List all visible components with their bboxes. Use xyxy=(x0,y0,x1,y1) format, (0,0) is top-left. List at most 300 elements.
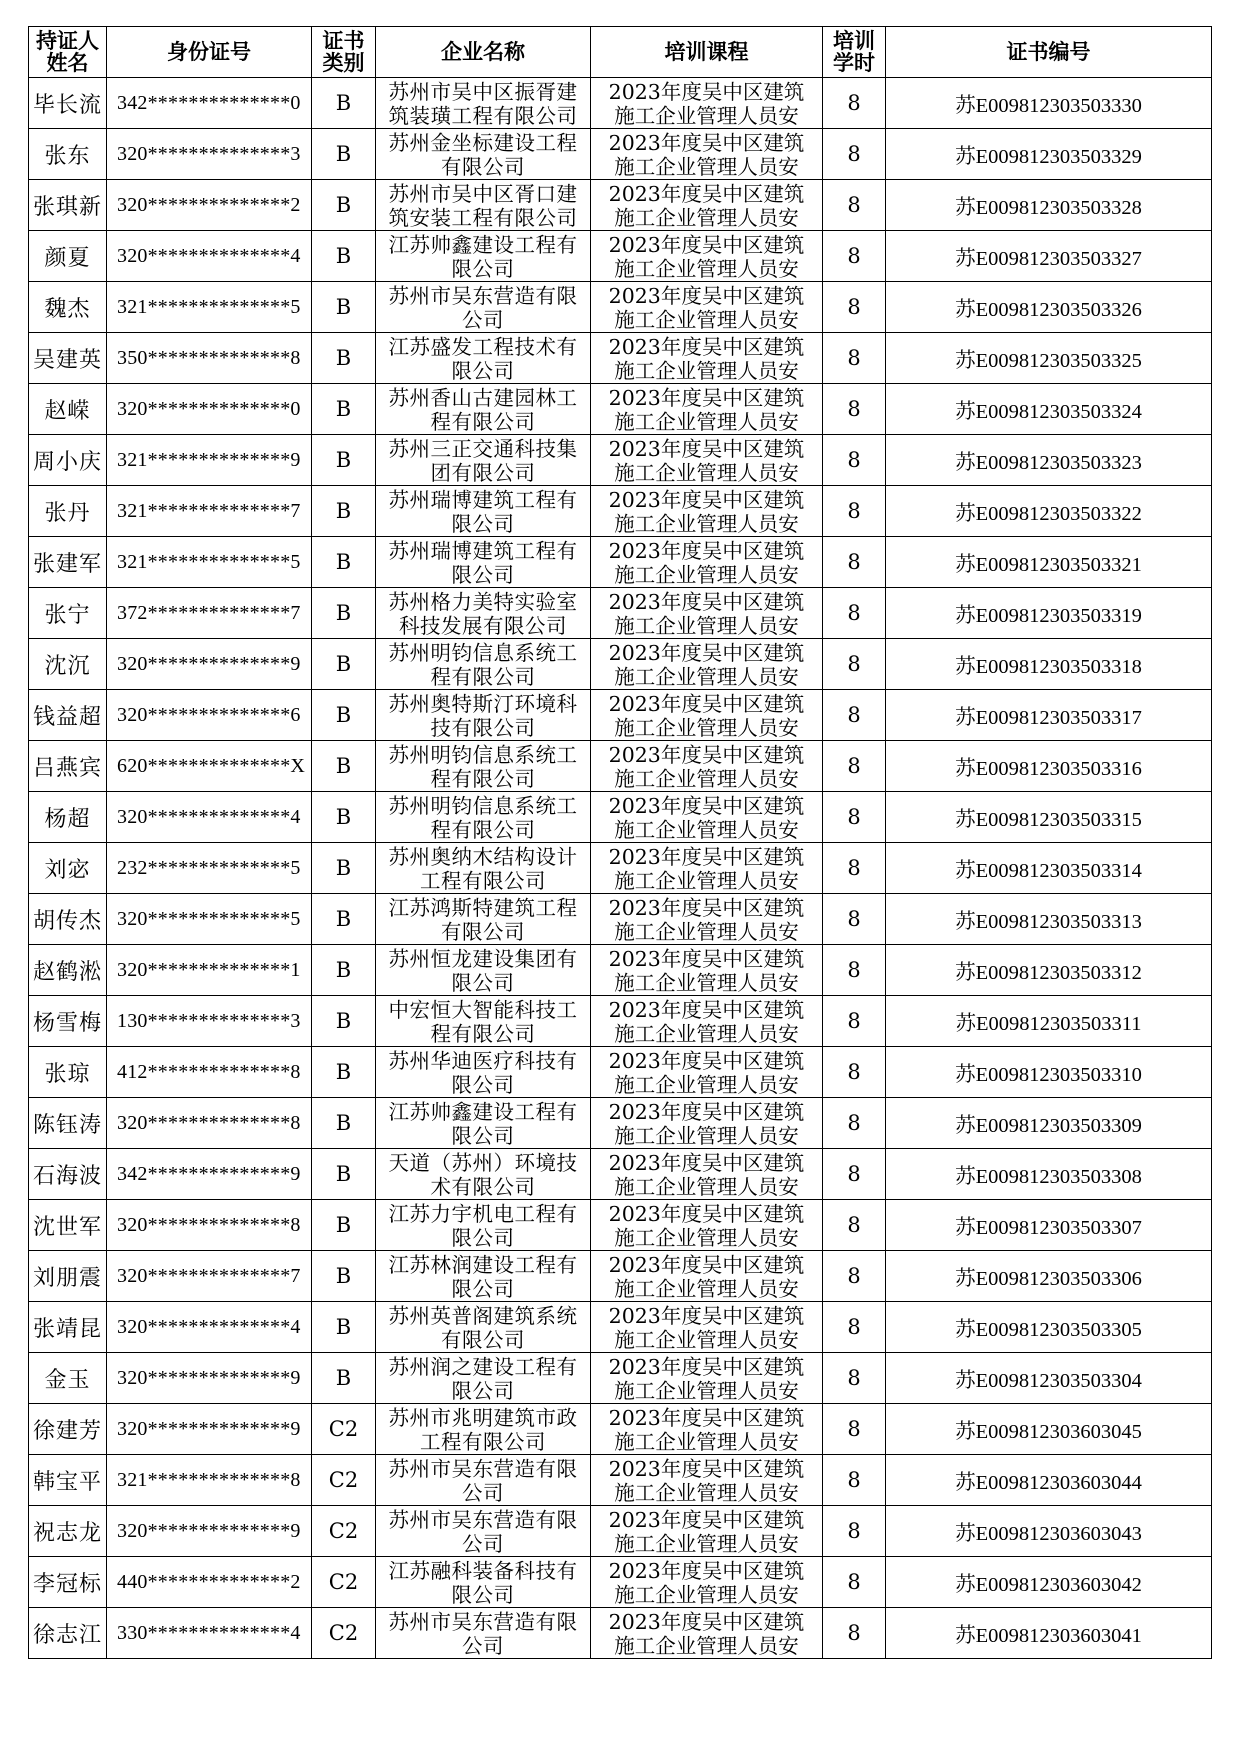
cert-category: C2 xyxy=(312,1608,376,1659)
cert-number: 苏E009812303503325 xyxy=(886,333,1212,384)
course-cell xyxy=(591,129,823,180)
cert-number: 苏E009812303603041 xyxy=(886,1608,1212,1659)
cert-category: C2 xyxy=(312,1557,376,1608)
id-number: 320**************9 xyxy=(107,1506,312,1557)
cert-number: 苏E009812303603042 xyxy=(886,1557,1212,1608)
company-cell xyxy=(376,231,591,282)
cert-category: C2 xyxy=(312,1404,376,1455)
course-name: 2023年度吴中区建筑施工企业管理人员安 xyxy=(608,335,805,383)
table-row xyxy=(29,537,1212,588)
training-hours: 8 xyxy=(823,129,886,180)
company-cell xyxy=(376,1608,591,1659)
holder-name: 吴建英 xyxy=(29,333,107,384)
table-row xyxy=(29,129,1212,180)
company-name: 苏州金坐标建设工程有限公司 xyxy=(388,131,578,179)
company-name: 苏州市吴东营造有限公司 xyxy=(388,1457,578,1505)
table-row xyxy=(29,945,1212,996)
id-number: 320**************9 xyxy=(107,639,312,690)
cert-category: B xyxy=(312,1200,376,1251)
cert-category: B xyxy=(312,435,376,486)
id-number: 320**************6 xyxy=(107,690,312,741)
company-cell xyxy=(376,384,591,435)
table-row xyxy=(29,1200,1212,1251)
course-cell xyxy=(591,1557,823,1608)
course-name: 2023年度吴中区建筑施工企业管理人员安 xyxy=(608,182,805,230)
cert-category: B xyxy=(312,537,376,588)
company-name: 苏州华迪医疗科技有限公司 xyxy=(388,1049,578,1097)
company-name: 苏州明钧信息系统工程有限公司 xyxy=(388,794,578,842)
cert-category: B xyxy=(312,78,376,129)
company-cell xyxy=(376,843,591,894)
course-name: 2023年度吴中区建筑施工企业管理人员安 xyxy=(608,1304,805,1352)
course-cell xyxy=(591,1098,823,1149)
cert-category: B xyxy=(312,129,376,180)
header-holder-name: 持证人 姓名 xyxy=(29,27,107,78)
training-hours: 8 xyxy=(823,1608,886,1659)
cert-category: B xyxy=(312,1047,376,1098)
company-cell xyxy=(376,792,591,843)
company-name: 苏州恒龙建设集团有限公司 xyxy=(388,947,578,995)
cert-number: 苏E009812303503316 xyxy=(886,741,1212,792)
table-row xyxy=(29,1302,1212,1353)
course-cell xyxy=(591,690,823,741)
holder-name: 刘朋震 xyxy=(29,1251,107,1302)
cert-category: C2 xyxy=(312,1506,376,1557)
training-hours: 8 xyxy=(823,1455,886,1506)
table-row xyxy=(29,741,1212,792)
training-hours: 8 xyxy=(823,486,886,537)
course-cell xyxy=(591,486,823,537)
company-name: 中宏恒大智能科技工程有限公司 xyxy=(388,998,578,1046)
id-number: 320**************9 xyxy=(107,1353,312,1404)
company-cell xyxy=(376,1200,591,1251)
course-cell xyxy=(591,996,823,1047)
company-cell xyxy=(376,1047,591,1098)
table-row xyxy=(29,1404,1212,1455)
holder-name: 杨超 xyxy=(29,792,107,843)
course-name: 2023年度吴中区建筑施工企业管理人员安 xyxy=(608,998,805,1046)
company-name: 苏州润之建设工程有限公司 xyxy=(388,1355,578,1403)
company-name: 苏州格力美特实验室科技发展有限公司 xyxy=(388,590,578,638)
cert-number: 苏E009812303503308 xyxy=(886,1149,1212,1200)
training-hours: 8 xyxy=(823,843,886,894)
id-number: 320**************2 xyxy=(107,180,312,231)
cert-number: 苏E009812303503309 xyxy=(886,1098,1212,1149)
company-name: 苏州明钧信息系统工程有限公司 xyxy=(388,641,578,689)
course-name: 2023年度吴中区建筑施工企业管理人员安 xyxy=(608,896,805,944)
company-name: 天道（苏州）环境技术有限公司 xyxy=(388,1151,578,1199)
course-name: 2023年度吴中区建筑施工企业管理人员安 xyxy=(608,1253,805,1301)
course-cell xyxy=(591,435,823,486)
course-cell xyxy=(591,1455,823,1506)
cert-number: 苏E009812303503321 xyxy=(886,537,1212,588)
course-name: 2023年度吴中区建筑施工企业管理人员安 xyxy=(608,845,805,893)
course-cell xyxy=(591,1353,823,1404)
company-name: 苏州瑞博建筑工程有限公司 xyxy=(388,539,578,587)
id-number: 321**************7 xyxy=(107,486,312,537)
table-body xyxy=(29,78,1212,1659)
training-hours: 8 xyxy=(823,384,886,435)
cert-category: B xyxy=(312,792,376,843)
company-cell xyxy=(376,1404,591,1455)
company-name: 苏州奥纳木结构设计工程有限公司 xyxy=(388,845,578,893)
company-cell xyxy=(376,690,591,741)
company-cell xyxy=(376,741,591,792)
company-cell xyxy=(376,1251,591,1302)
course-name: 2023年度吴中区建筑施工企业管理人员安 xyxy=(608,1406,805,1454)
cert-number: 苏E009812303503323 xyxy=(886,435,1212,486)
holder-name: 徐志江 xyxy=(29,1608,107,1659)
id-number: 320**************5 xyxy=(107,894,312,945)
company-name: 苏州香山古建园林工程有限公司 xyxy=(388,386,578,434)
cert-category: C2 xyxy=(312,1455,376,1506)
table-row xyxy=(29,996,1212,1047)
id-number: 320**************4 xyxy=(107,231,312,282)
company-cell xyxy=(376,1455,591,1506)
company-name: 江苏融科装备科技有限公司 xyxy=(388,1559,578,1607)
training-hours: 8 xyxy=(823,1200,886,1251)
certificate-table xyxy=(28,26,1212,1659)
company-name: 江苏盛发工程技术有限公司 xyxy=(388,335,578,383)
cert-number: 苏E009812303503329 xyxy=(886,129,1212,180)
cert-number: 苏E009812303503307 xyxy=(886,1200,1212,1251)
training-hours: 8 xyxy=(823,537,886,588)
header-hours: 培训 学时 xyxy=(823,27,886,78)
company-cell xyxy=(376,945,591,996)
course-cell xyxy=(591,1149,823,1200)
cert-number: 苏E009812303503330 xyxy=(886,78,1212,129)
training-hours: 8 xyxy=(823,996,886,1047)
holder-name: 祝志龙 xyxy=(29,1506,107,1557)
training-hours: 8 xyxy=(823,639,886,690)
id-number: 130**************3 xyxy=(107,996,312,1047)
id-number: 320**************3 xyxy=(107,129,312,180)
header-course: 培训课程 xyxy=(591,27,823,78)
cert-category: B xyxy=(312,1302,376,1353)
cert-number: 苏E009812303503328 xyxy=(886,180,1212,231)
training-hours: 8 xyxy=(823,282,886,333)
course-name: 2023年度吴中区建筑施工企业管理人员安 xyxy=(608,131,805,179)
header-id-number: 身份证号 xyxy=(107,27,312,78)
header-company: 企业名称 xyxy=(376,27,591,78)
table-row xyxy=(29,78,1212,129)
company-cell xyxy=(376,1557,591,1608)
cert-number: 苏E009812303503312 xyxy=(886,945,1212,996)
course-name: 2023年度吴中区建筑施工企业管理人员安 xyxy=(608,1202,805,1250)
course-name: 2023年度吴中区建筑施工企业管理人员安 xyxy=(608,80,805,128)
cert-number: 苏E009812303503310 xyxy=(886,1047,1212,1098)
training-hours: 8 xyxy=(823,1149,886,1200)
holder-name: 胡传杰 xyxy=(29,894,107,945)
company-cell xyxy=(376,1149,591,1200)
header-cert-category: 证书 类别 xyxy=(312,27,376,78)
course-name: 2023年度吴中区建筑施工企业管理人员安 xyxy=(608,1049,805,1097)
cert-number: 苏E009812303503306 xyxy=(886,1251,1212,1302)
table-row xyxy=(29,588,1212,639)
cert-number: 苏E009812303603043 xyxy=(886,1506,1212,1557)
course-name: 2023年度吴中区建筑施工企业管理人员安 xyxy=(608,641,805,689)
training-hours: 8 xyxy=(823,741,886,792)
course-name: 2023年度吴中区建筑施工企业管理人员安 xyxy=(608,1355,805,1403)
holder-name: 陈钰涛 xyxy=(29,1098,107,1149)
holder-name: 金玉 xyxy=(29,1353,107,1404)
id-number: 342**************0 xyxy=(107,78,312,129)
training-hours: 8 xyxy=(823,1047,886,1098)
cert-number: 苏E009812303503317 xyxy=(886,690,1212,741)
company-name: 江苏力宇机电工程有限公司 xyxy=(388,1202,578,1250)
holder-name: 刘宓 xyxy=(29,843,107,894)
training-hours: 8 xyxy=(823,1353,886,1404)
company-cell xyxy=(376,1506,591,1557)
company-cell xyxy=(376,129,591,180)
table-row xyxy=(29,1251,1212,1302)
cert-category: B xyxy=(312,843,376,894)
holder-name: 颜夏 xyxy=(29,231,107,282)
cert-number: 苏E009812303603044 xyxy=(886,1455,1212,1506)
holder-name: 沈沉 xyxy=(29,639,107,690)
cert-number: 苏E009812303503311 xyxy=(886,996,1212,1047)
header-row xyxy=(29,27,1212,78)
company-name: 苏州市吴东营造有限公司 xyxy=(388,284,578,332)
cert-number: 苏E009812303503327 xyxy=(886,231,1212,282)
cert-category: B xyxy=(312,945,376,996)
cert-number: 苏E009812303503305 xyxy=(886,1302,1212,1353)
company-cell xyxy=(376,537,591,588)
course-name: 2023年度吴中区建筑施工企业管理人员安 xyxy=(608,947,805,995)
table-row xyxy=(29,792,1212,843)
company-cell xyxy=(376,282,591,333)
course-cell xyxy=(591,384,823,435)
course-name: 2023年度吴中区建筑施工企业管理人员安 xyxy=(608,437,805,485)
company-cell xyxy=(376,588,591,639)
course-cell xyxy=(591,1608,823,1659)
company-name: 苏州市吴东营造有限公司 xyxy=(388,1610,578,1658)
holder-name: 吕燕宾 xyxy=(29,741,107,792)
id-number: 620**************X xyxy=(107,741,312,792)
table-row xyxy=(29,1353,1212,1404)
table-row xyxy=(29,1455,1212,1506)
course-cell xyxy=(591,1047,823,1098)
course-name: 2023年度吴中区建筑施工企业管理人员安 xyxy=(608,692,805,740)
course-name: 2023年度吴中区建筑施工企业管理人员安 xyxy=(608,794,805,842)
table-row xyxy=(29,1557,1212,1608)
id-number: 412**************8 xyxy=(107,1047,312,1098)
course-name: 2023年度吴中区建筑施工企业管理人员安 xyxy=(608,386,805,434)
table-row xyxy=(29,180,1212,231)
course-name: 2023年度吴中区建筑施工企业管理人员安 xyxy=(608,1508,805,1556)
course-cell xyxy=(591,1302,823,1353)
training-hours: 8 xyxy=(823,333,886,384)
course-name: 2023年度吴中区建筑施工企业管理人员安 xyxy=(608,743,805,791)
holder-name: 张丹 xyxy=(29,486,107,537)
cert-category: B xyxy=(312,231,376,282)
training-hours: 8 xyxy=(823,792,886,843)
course-cell xyxy=(591,180,823,231)
cert-category: B xyxy=(312,894,376,945)
training-hours: 8 xyxy=(823,1506,886,1557)
training-hours: 8 xyxy=(823,1557,886,1608)
id-number: 320**************8 xyxy=(107,1098,312,1149)
id-number: 320**************9 xyxy=(107,1404,312,1455)
table-row xyxy=(29,384,1212,435)
cert-number: 苏E009812303503326 xyxy=(886,282,1212,333)
cert-number: 苏E009812303503324 xyxy=(886,384,1212,435)
table-row xyxy=(29,1149,1212,1200)
course-cell xyxy=(591,1200,823,1251)
course-cell xyxy=(591,894,823,945)
company-cell xyxy=(376,435,591,486)
training-hours: 8 xyxy=(823,78,886,129)
table-row xyxy=(29,231,1212,282)
cert-category: B xyxy=(312,384,376,435)
id-number: 372**************7 xyxy=(107,588,312,639)
table-row xyxy=(29,486,1212,537)
holder-name: 徐建芳 xyxy=(29,1404,107,1455)
cert-category: B xyxy=(312,588,376,639)
holder-name: 张靖昆 xyxy=(29,1302,107,1353)
id-number: 350**************8 xyxy=(107,333,312,384)
id-number: 320**************7 xyxy=(107,1251,312,1302)
cert-number: 苏E009812303503314 xyxy=(886,843,1212,894)
id-number: 321**************9 xyxy=(107,435,312,486)
company-name: 江苏林润建设工程有限公司 xyxy=(388,1253,578,1301)
id-number: 232**************5 xyxy=(107,843,312,894)
cert-category: B xyxy=(312,180,376,231)
id-number: 321**************5 xyxy=(107,537,312,588)
company-cell xyxy=(376,180,591,231)
course-name: 2023年度吴中区建筑施工企业管理人员安 xyxy=(608,233,805,281)
course-name: 2023年度吴中区建筑施工企业管理人员安 xyxy=(608,284,805,332)
table-row xyxy=(29,333,1212,384)
table-row xyxy=(29,1506,1212,1557)
company-cell xyxy=(376,996,591,1047)
holder-name: 李冠标 xyxy=(29,1557,107,1608)
id-number: 320**************1 xyxy=(107,945,312,996)
company-name: 苏州瑞博建筑工程有限公司 xyxy=(388,488,578,536)
course-cell xyxy=(591,1404,823,1455)
training-hours: 8 xyxy=(823,231,886,282)
table-row xyxy=(29,843,1212,894)
course-name: 2023年度吴中区建筑施工企业管理人员安 xyxy=(608,488,805,536)
holder-name: 张琪新 xyxy=(29,180,107,231)
table-row xyxy=(29,1047,1212,1098)
course-name: 2023年度吴中区建筑施工企业管理人员安 xyxy=(608,539,805,587)
holder-name: 张建军 xyxy=(29,537,107,588)
course-name: 2023年度吴中区建筑施工企业管理人员安 xyxy=(608,1151,805,1199)
cert-category: B xyxy=(312,333,376,384)
course-cell xyxy=(591,78,823,129)
course-cell xyxy=(591,537,823,588)
course-cell xyxy=(591,792,823,843)
company-name: 江苏帅鑫建设工程有限公司 xyxy=(388,1100,578,1148)
company-name: 苏州三正交通科技集团有限公司 xyxy=(388,437,578,485)
holder-name: 张宁 xyxy=(29,588,107,639)
training-hours: 8 xyxy=(823,690,886,741)
course-cell xyxy=(591,588,823,639)
cert-category: B xyxy=(312,741,376,792)
course-cell xyxy=(591,231,823,282)
cert-number: 苏E009812303603045 xyxy=(886,1404,1212,1455)
course-name: 2023年度吴中区建筑施工企业管理人员安 xyxy=(608,1457,805,1505)
id-number: 440**************2 xyxy=(107,1557,312,1608)
table-row xyxy=(29,435,1212,486)
cert-number: 苏E009812303503315 xyxy=(886,792,1212,843)
company-cell xyxy=(376,1302,591,1353)
holder-name: 韩宝平 xyxy=(29,1455,107,1506)
holder-name: 杨雪梅 xyxy=(29,996,107,1047)
company-cell xyxy=(376,78,591,129)
id-number: 330**************4 xyxy=(107,1608,312,1659)
company-name: 江苏帅鑫建设工程有限公司 xyxy=(388,233,578,281)
course-cell xyxy=(591,333,823,384)
holder-name: 沈世军 xyxy=(29,1200,107,1251)
company-name: 苏州市吴中区胥口建筑安装工程有限公司 xyxy=(388,182,578,230)
holder-name: 周小庆 xyxy=(29,435,107,486)
training-hours: 8 xyxy=(823,1251,886,1302)
training-hours: 8 xyxy=(823,1404,886,1455)
training-hours: 8 xyxy=(823,180,886,231)
id-number: 320**************4 xyxy=(107,792,312,843)
company-cell xyxy=(376,1353,591,1404)
training-hours: 8 xyxy=(823,1302,886,1353)
cert-category: B xyxy=(312,996,376,1047)
company-cell xyxy=(376,486,591,537)
holder-name: 赵嵘 xyxy=(29,384,107,435)
holder-name: 张东 xyxy=(29,129,107,180)
table-row xyxy=(29,1608,1212,1659)
company-name: 苏州市吴中区振胥建筑装璜工程有限公司 xyxy=(388,80,578,128)
training-hours: 8 xyxy=(823,894,886,945)
id-number: 321**************8 xyxy=(107,1455,312,1506)
training-hours: 8 xyxy=(823,945,886,996)
cert-number: 苏E009812303503319 xyxy=(886,588,1212,639)
cert-category: B xyxy=(312,1149,376,1200)
company-cell xyxy=(376,639,591,690)
course-name: 2023年度吴中区建筑施工企业管理人员安 xyxy=(608,1610,805,1658)
cert-category: B xyxy=(312,639,376,690)
course-cell xyxy=(591,639,823,690)
company-cell xyxy=(376,1098,591,1149)
table-row xyxy=(29,639,1212,690)
course-name: 2023年度吴中区建筑施工企业管理人员安 xyxy=(608,1100,805,1148)
holder-name: 钱益超 xyxy=(29,690,107,741)
company-name: 江苏鸿斯特建筑工程有限公司 xyxy=(388,896,578,944)
company-name: 苏州奥特斯汀环境科技有限公司 xyxy=(388,692,578,740)
holder-name: 魏杰 xyxy=(29,282,107,333)
company-name: 苏州市吴东营造有限公司 xyxy=(388,1508,578,1556)
table-row xyxy=(29,894,1212,945)
holder-name: 石海波 xyxy=(29,1149,107,1200)
training-hours: 8 xyxy=(823,435,886,486)
holder-name: 张琼 xyxy=(29,1047,107,1098)
company-cell xyxy=(376,894,591,945)
training-hours: 8 xyxy=(823,1098,886,1149)
cert-category: B xyxy=(312,1353,376,1404)
company-name: 苏州市兆明建筑市政工程有限公司 xyxy=(388,1406,578,1454)
cert-category: B xyxy=(312,1098,376,1149)
id-number: 320**************0 xyxy=(107,384,312,435)
table-row xyxy=(29,282,1212,333)
course-cell xyxy=(591,282,823,333)
table-row xyxy=(29,1098,1212,1149)
training-hours: 8 xyxy=(823,588,886,639)
cert-category: B xyxy=(312,486,376,537)
cert-number: 苏E009812303503313 xyxy=(886,894,1212,945)
course-cell xyxy=(591,1251,823,1302)
id-number: 342**************9 xyxy=(107,1149,312,1200)
cert-number: 苏E009812303503318 xyxy=(886,639,1212,690)
course-cell xyxy=(591,741,823,792)
